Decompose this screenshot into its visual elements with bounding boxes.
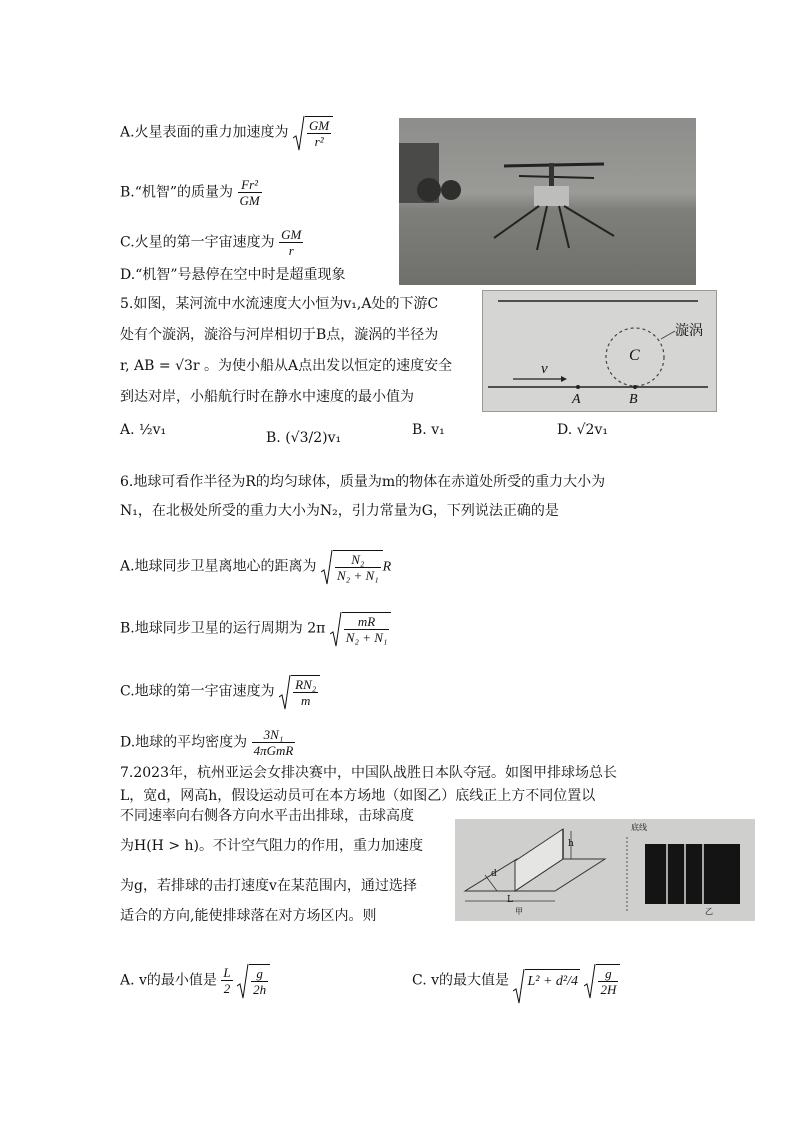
label-jia: 甲 xyxy=(515,907,523,916)
q5-line-4: 到达对岸，小船航行时在静水中速度的最小值为 xyxy=(120,389,414,405)
q4-b-den: GM xyxy=(239,193,260,208)
helicopter-photo xyxy=(399,118,696,285)
q4-c-den: r xyxy=(288,243,294,258)
q7-c-sqrt-main: L² + d²/4 xyxy=(527,974,579,989)
cube-root-symbol xyxy=(321,550,383,583)
q6-b-den: N₂ + N₁ xyxy=(345,630,388,645)
q5-line-3: r, AB = √3r 。为使小船从A点出发以恒定的速度安全 xyxy=(120,358,453,374)
q4-b-num: Fr² xyxy=(238,177,262,193)
q6-option-d-text: D.地球的平均密度为 xyxy=(120,734,248,751)
q4-option-c-text: C.火星的第一宇宙速度为 xyxy=(120,234,275,251)
label-yi: 乙 xyxy=(705,907,713,916)
q7-option-c-text: C. v的最大值是 xyxy=(412,972,510,989)
q6-a-num: N₂ xyxy=(335,552,381,568)
q4-a-num: GM xyxy=(309,118,330,133)
q7-option-a-text: A. v的最小值是 xyxy=(120,972,217,989)
q4-option-c xyxy=(120,227,303,258)
label-b: B xyxy=(629,392,638,407)
q7-option-c xyxy=(412,964,620,997)
q6-option-d xyxy=(120,727,295,758)
q6-c-den: m xyxy=(301,693,311,708)
q5-option-a: A. ½v₁ xyxy=(120,422,167,438)
label-l: L xyxy=(507,895,513,905)
helicopter-illustration xyxy=(399,118,696,285)
q7-line-4: 为H(H > h)。不计空气阻力的作用，重力加速度 xyxy=(120,838,423,854)
q7-a-sqrt-den: 2h xyxy=(253,982,267,997)
q5-line-1: 5.如图，某河流中水流速度大小恒为v₁,A处的下游C xyxy=(120,296,439,312)
q7-option-a xyxy=(120,964,270,997)
label-v: v xyxy=(541,361,548,377)
court-figure xyxy=(455,819,755,921)
q6-option-c-text: C.地球的第一宇宙速度为 xyxy=(120,683,275,700)
q6-option-a-text: A.地球同步卫星离地心的距离为 xyxy=(120,558,317,575)
q7-c-sqrt-den: 2H xyxy=(600,982,617,997)
river-figure xyxy=(482,290,717,412)
sqrt-symbol xyxy=(237,964,270,997)
label-vortex: 漩涡 xyxy=(675,323,703,339)
label-h: h xyxy=(568,839,574,849)
q4-option-b xyxy=(120,177,262,208)
q6-option-b xyxy=(120,612,391,645)
q4-option-a-text: A.火星表面的重力加速度为 xyxy=(120,124,289,141)
label-d: d xyxy=(491,869,497,879)
q7-line-2: L，宽d，网高h，假设运动员可在本方场地（如图乙）底线正上方不同位置以 xyxy=(120,788,596,804)
q6-b-num: mR xyxy=(344,614,390,630)
q4-option-b-text: B.“机智”的质量为 xyxy=(120,184,234,201)
q6-option-a xyxy=(120,550,391,583)
q7-line-6: 适合的方向,能使排球落在对方场区内。则 xyxy=(120,908,377,924)
q7-c-sqrt-num: g xyxy=(598,966,618,982)
q7-line-5: 为g，若排球的击打速度v在某范围内，通过选择 xyxy=(120,878,417,894)
q7-line-3: 不同速率向右侧各方向水平击出排球，击球高度 xyxy=(120,808,414,824)
sqrt-symbol xyxy=(513,969,580,992)
q6-c-num: RN₂ xyxy=(295,677,317,692)
q7-a-sqrt-num: g xyxy=(251,966,268,982)
q6-a-tail: R xyxy=(382,559,392,575)
q5-line-2: 处有个漩涡，漩浴与河岸相切于B点，漩涡的半径为 xyxy=(120,327,439,343)
sqrt-symbol xyxy=(293,116,333,149)
q4-a-den: r² xyxy=(314,134,324,149)
sqrt-symbol xyxy=(279,675,320,708)
q5-option-c: B. v₁ xyxy=(412,422,445,438)
q6-line-1: 6.地球可看作半径为R的均匀球体，质量为m的物体在赤道处所受的重力大小为 xyxy=(120,474,606,490)
label-dixian: 底线 xyxy=(631,823,647,832)
q4-option-a xyxy=(120,116,333,149)
q6-option-c xyxy=(120,675,320,708)
q6-d-num: 3N₁ xyxy=(252,727,296,743)
q6-line-2: N₁，在北极处所受的重力大小为N₂，引力常量为G，下列说法正确的是 xyxy=(120,503,559,519)
q4-option-d: D.“机智”号悬停在空中时是超重现象 xyxy=(120,267,346,283)
q6-a-den: N₂ + N₁ xyxy=(337,568,379,583)
sqrt-symbol xyxy=(584,964,620,997)
q4-c-num: GM xyxy=(281,227,302,242)
label-a: A xyxy=(572,392,581,407)
sqrt-symbol xyxy=(330,612,392,645)
q7-a-frac-den: 2 xyxy=(223,981,231,996)
label-c: C xyxy=(629,347,640,364)
q5-option-b: B. (√3/2)v₁ xyxy=(266,430,342,446)
q7-line-1: 7.2023年，杭州亚运会女排决赛中，中国队战胜日本队夺冠。如图甲排球场总长 xyxy=(120,765,617,781)
q5-option-d: D. √2v₁ xyxy=(557,422,608,438)
q6-d-den: 4πGmR xyxy=(253,743,294,758)
q7-a-frac-num: L xyxy=(223,965,231,980)
q6-option-b-text: B.地球同步卫星的运行周期为 2π xyxy=(120,620,326,637)
